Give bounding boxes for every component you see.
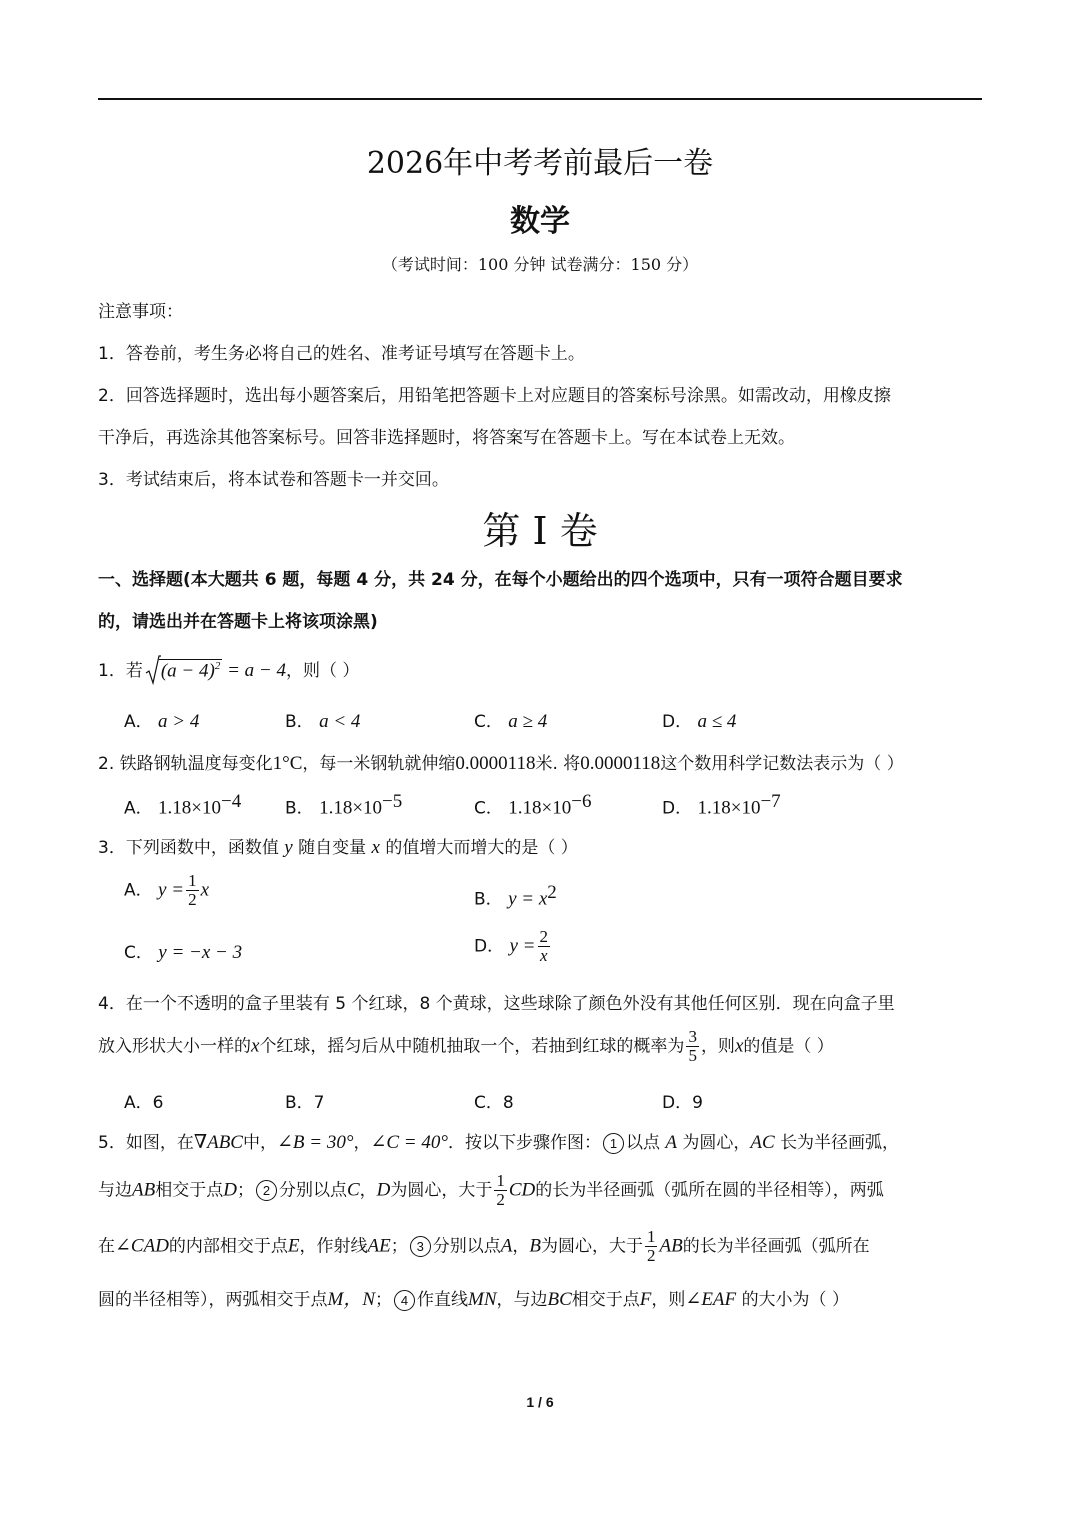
question-1 bbox=[98, 656, 359, 682]
q1-option-d[interactable]: D． a ≤ 4 bbox=[662, 711, 737, 732]
section-1-line-1: 一、选择题(本大题共 6 题，每题 4 分，共 24 分，在每个小题给出的四个选项中，只有一项符合题目要求 bbox=[98, 570, 903, 590]
q1-sqrt-inner: (a − 4) bbox=[160, 660, 215, 681]
q2-option-a[interactable]: A． $1.18\times 10^{-4}$ bbox=[124, 791, 242, 819]
subject-title: 数学 bbox=[510, 204, 570, 239]
q1-option-b[interactable]: B． a < 4 bbox=[285, 711, 361, 732]
question-4-line-1: 4．在一个不透明的盒子里装有 5 个红球，8 个黄球，这些球除了颜色外没有其他任何区别．现在向盒子里 bbox=[98, 994, 895, 1014]
question-2: 2. 铁路钢轨温度每变化1°C，每一米钢轨就伸缩0.0000118米. 将0.0000118这个数用科学记数法表示为（ ） bbox=[98, 753, 904, 774]
step-4-marker: 4 bbox=[394, 1290, 415, 1311]
notice-heading: 注意事项： bbox=[98, 302, 183, 322]
section-1-line-2: 的，请选出并在答题卡上将该项涂黑) bbox=[98, 612, 378, 632]
q2-option-b[interactable]: B． $1.18\times 10^{-5}$ bbox=[285, 791, 403, 819]
q3-option-d[interactable]: D． y = $\frac{2}{x}$ bbox=[474, 927, 549, 965]
q1-suffix: ，则（ ） bbox=[285, 661, 360, 681]
question-5-line-1: 5．如图，在∇ABC中，∠B = 30°，∠C = 40°．按以下步骤作图： 1 以点 A 为圆心，AC 长为半径画弧， bbox=[98, 1132, 900, 1153]
q1-option-a[interactable]: A． a > 4 bbox=[124, 711, 200, 732]
q4-option-d[interactable]: D．9 bbox=[662, 1093, 703, 1113]
q4-option-b[interactable]: B．7 bbox=[285, 1093, 325, 1113]
q1-sqrt bbox=[145, 659, 222, 682]
top-rule bbox=[98, 98, 982, 100]
question-5-line-3: 在∠CAD的内部相交于点E，作射线AE； 3 分别以点A，B为圆心，大于 $\frac{1}{2}$ AB的长为半径画弧（弧所在 bbox=[98, 1227, 870, 1265]
q3-option-a[interactable]: A． y = $\frac{1}{2}$ x bbox=[124, 871, 209, 909]
q1-sqrt-exp: 2 bbox=[214, 659, 221, 672]
q2-option-c[interactable]: C． $1.18\times 10^{-6}$ bbox=[474, 791, 592, 819]
notice-item-2-line-2: 干净后，再选涂其他答案标号。回答非选择题时，将答案写在答题卡上。写在本试卷上无效。 bbox=[98, 428, 795, 448]
question-4-line-2: 放入形状大小一样的x个红球，摇匀后从中随机抽取一个，若抽到红球的概率为 $\frac{3}{5}$ ，则x的值是（ ） bbox=[98, 1027, 834, 1065]
notice-item-1: 1．答卷前，考生务必将自己的姓名、准考证号填写在答题卡上。 bbox=[98, 344, 585, 364]
exam-info: （考试时间：100 分钟 试卷满分：150 分） bbox=[381, 255, 699, 274]
question-5-line-4: 圆的半径相等），两弧相交于点M，N； 4 作直线MN，与边BC相交于点F，则∠EAF 的大小为（ ） bbox=[98, 1289, 849, 1310]
q1-prefix: 1．若 bbox=[98, 661, 143, 681]
q3-option-c[interactable]: C． y = −x − 3 bbox=[124, 942, 243, 963]
question-3: 3．下列函数中，函数值 y 随自变量 x 的值增大而增大的是（ ） bbox=[98, 837, 578, 858]
notice-item-2-line-1: 2．回答选择题时，选出每小题答案后，用铅笔把答题卡上对应题目的答案标号涂黑。如需改动，用橡皮擦 bbox=[98, 386, 891, 406]
exam-title: 2026年中考考前最后一卷 bbox=[366, 146, 714, 181]
step-3-marker: 3 bbox=[410, 1236, 431, 1257]
q1-rhs: = a − 4 bbox=[222, 660, 286, 681]
notice-item-3: 3．考试结束后，将本试卷和答题卡一并交回。 bbox=[98, 470, 449, 490]
volume-heading: 第 I 卷 bbox=[482, 509, 598, 553]
q4-option-c[interactable]: C．8 bbox=[474, 1093, 514, 1113]
q1-option-c[interactable]: C． a ≥ 4 bbox=[474, 711, 548, 732]
step-2-marker: 2 bbox=[256, 1180, 277, 1201]
step-1-marker: 1 bbox=[603, 1133, 624, 1154]
q3-option-b[interactable]: B． $y = x^2$ bbox=[474, 882, 557, 910]
q4-option-a[interactable]: A．6 bbox=[124, 1093, 164, 1113]
page-number: 1 / 6 bbox=[526, 1394, 554, 1410]
q2-option-d[interactable]: D． $1.18\times 10^{-7}$ bbox=[662, 791, 781, 819]
question-5-line-2: 与边AB相交于点D； 2 分别以点C，D为圆心，大于 $\frac{1}{2}$ CD的长为半径画弧（弧所在圆的半径相等），两弧 bbox=[98, 1171, 884, 1209]
radical-icon bbox=[145, 655, 161, 685]
